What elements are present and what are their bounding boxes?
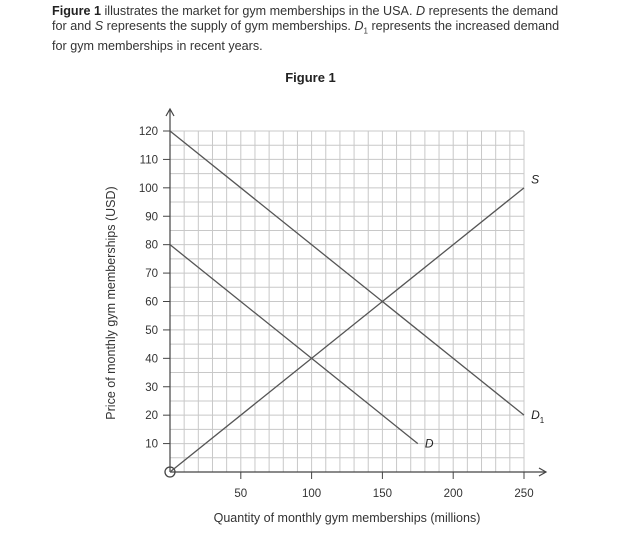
- y-tick-label: 60: [145, 296, 158, 309]
- y-tick-label: 110: [139, 154, 158, 167]
- intro-figure-word: Figure 1: [52, 4, 101, 18]
- series-label-s: S: [531, 172, 540, 187]
- chart-title: Figure 1: [285, 70, 336, 85]
- x-tick-label: 200: [443, 488, 463, 500]
- intro-line1-tail: represents the demand: [425, 4, 559, 18]
- y-axis-label: Price of monthly gym memberships (USD): [104, 186, 118, 420]
- series-label-subscript: 1: [539, 416, 545, 426]
- y-tick-label: 50: [145, 324, 158, 337]
- chart-labels: [425, 172, 545, 450]
- x-tick-label: 50: [234, 488, 248, 500]
- intro-line2-head: for and: [52, 19, 95, 33]
- y-tick-label: 120: [138, 126, 158, 138]
- chart-axes: [165, 109, 546, 477]
- intro-line3: for gym memberships in recent years.: [52, 38, 263, 53]
- y-tick-label: 100: [138, 182, 158, 195]
- intro-line2-tail: represents the increased demand: [367, 19, 560, 33]
- x-tick-label: 250: [514, 488, 534, 500]
- intro-d1-sub: 1: [363, 26, 368, 36]
- x-tick-label: 100: [302, 488, 322, 500]
- intro-line2-mid: represents the supply of gym memberships.: [103, 19, 355, 33]
- intro-s-symbol: S: [94, 19, 104, 33]
- series-label-d: D: [424, 436, 434, 451]
- y-tick-label: 90: [145, 211, 158, 224]
- y-tick-label: 20: [145, 410, 158, 423]
- x-axis-label: Quantity of monthly gym memberships (millions): [213, 511, 481, 525]
- intro-d-symbol: D: [415, 4, 426, 18]
- intro-line1: illustrates the market for gym memberships in the USA.: [101, 4, 416, 18]
- y-tick-label: 70: [145, 268, 158, 281]
- y-tick-label: 40: [145, 353, 158, 366]
- chart-grid: [170, 131, 524, 472]
- y-tick-label: 30: [145, 381, 158, 394]
- y-tick-label: 80: [145, 239, 158, 252]
- series-label-d1: $D_1$: [531, 408, 545, 426]
- x-tick-label: 150: [372, 488, 392, 500]
- intro-d1-symbol: D: [354, 19, 364, 33]
- y-tick-label: 10: [145, 438, 158, 451]
